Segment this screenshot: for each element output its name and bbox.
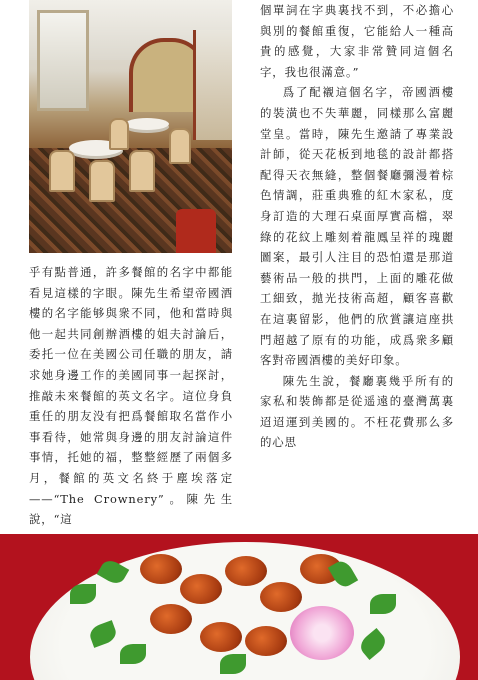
paragraph: 個單詞在字典裏找不到，不必擔心與別的餐館重復，它能給人一種高貴的感覺，大家非常贊同這個名字，我也很滿意。” bbox=[260, 3, 454, 79]
left-text-column bbox=[29, 262, 233, 530]
right-text-column bbox=[260, 0, 454, 453]
dining-room-photo bbox=[29, 0, 232, 253]
paragraph: 乎有點普通，許多餐館的名字中都能看見這樣的字眼。陳先生希望帝國酒樓的名字能够與衆不同，他和當時與他一起共同創辦酒樓的姐夫討論后，委托一位在美國公司任職的朋友，請求她身邊工作的美國同事一起探討，推敲未來餐館的英文名字。這位身負重任的朋友没有把爲餐館取名當作小事看待，她常與身邊的朋友討論這件事情，托她的福，整整經歷了兩個多月，餐館的英文名終于塵埃落定——“The Crownery”。陳先生說，“這 bbox=[29, 265, 233, 527]
shrimp-dish-photo bbox=[0, 534, 478, 680]
paragraph: 陳先生說，餐廳裏幾乎所有的家私和裝飾都是從遥遠的臺灣萬裏迢迢運到美國的。不枉花費那么多的心思 bbox=[260, 373, 454, 450]
paragraph: 爲了配襯這個名字，帝國酒樓的裝潢也不失華麗，同樣那么富麗堂皇。當時，陳先生邀請了專業設計師，從天花板到地毯的設計都搭配得天衣無縫，整個餐廳彌漫着棕色情調，莊重典雅的紅木家私，度身訂造的大理石桌面厚實高檔，翠綠的花紋上雕刻着龍鳳呈祥的瑰麗圖案，最引人注目的恐怕還是那道藝術品一般的拱門，上面的雕花做工細致，拋光技術高超，顧客喜歡在這裏留影，他們的欣賞讓這座拱門超越了原有的功能，成爲衆多顧客對帝國酒樓的美好印象。 bbox=[260, 85, 454, 368]
